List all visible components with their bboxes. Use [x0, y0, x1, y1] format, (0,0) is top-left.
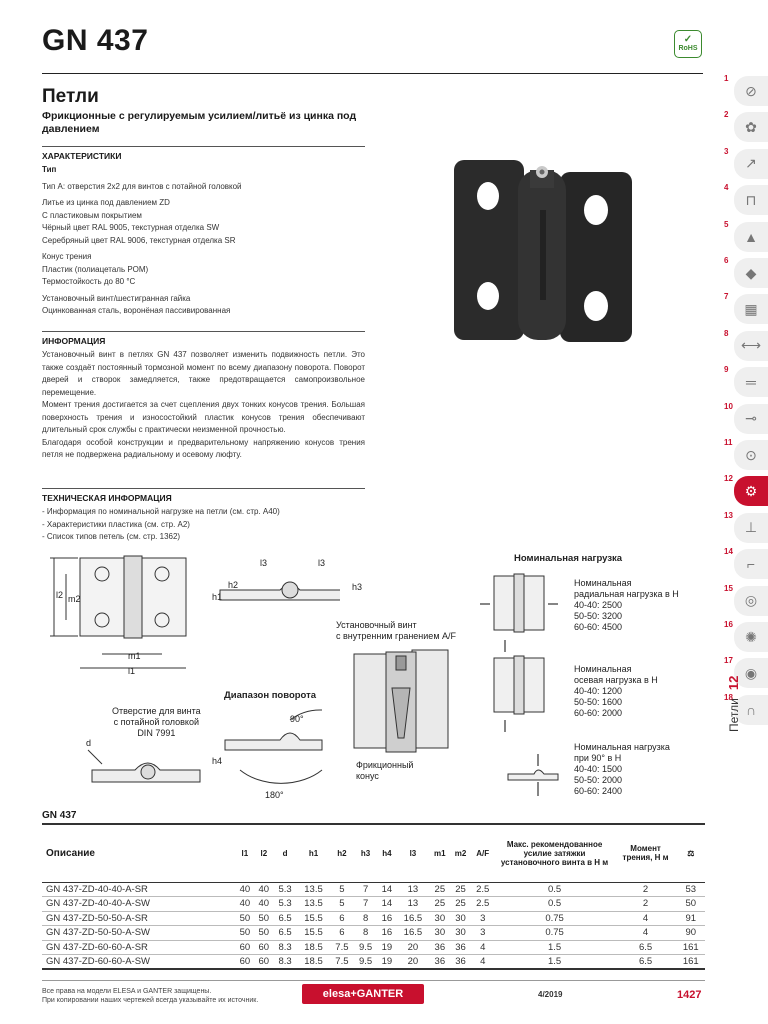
table-cell: 13.5	[297, 882, 330, 897]
category-icon: ═	[746, 374, 756, 391]
table-cell: 2	[615, 897, 677, 912]
nav-tab-number: 16	[724, 620, 733, 629]
table-title: GN 437	[42, 810, 77, 821]
product-description: Фрикционные с регулируемым усилием/литьё из цинка под давлением	[42, 110, 357, 135]
cone-line: Конус трения	[42, 252, 92, 261]
table-header-cell: h2	[330, 824, 354, 882]
category-icon: ◆	[745, 264, 757, 281]
table-cell: 5.3	[273, 882, 297, 897]
table-cell: 30	[450, 926, 471, 941]
nav-tab-9[interactable]	[712, 363, 768, 399]
nav-tab-11[interactable]	[712, 436, 768, 472]
dim-label-m2: m2	[68, 594, 81, 604]
table-cell: 18.5	[297, 955, 330, 970]
technical-heading: ТЕХНИЧЕСКАЯ ИНФОРМАЦИЯ	[42, 488, 365, 503]
table-header-cell: l2	[254, 824, 273, 882]
dim-label-l2: l2	[56, 590, 64, 600]
nav-tab-number: 12	[724, 474, 733, 484]
tech-item: - Информация по номинальной нагрузке на петли (см. стр. A40)	[42, 507, 280, 516]
table-cell: 0.75	[495, 911, 615, 926]
table-cell: 36	[429, 940, 450, 955]
nav-tab-8[interactable]	[712, 327, 768, 363]
table-cell: 4	[471, 955, 495, 970]
angle-90-label: 90°	[290, 714, 304, 724]
table-cell: 6	[330, 926, 354, 941]
nav-tab-10[interactable]	[712, 400, 768, 436]
table-cell: 1.5	[495, 940, 615, 955]
table-cell: 8	[354, 911, 378, 926]
table-cell: 13	[396, 897, 429, 912]
category-icon: ▦	[744, 300, 758, 317]
tech-item: - Характеристики пластика (см. стр. A2)	[42, 519, 190, 529]
table-cell: 60	[235, 955, 254, 970]
table-cell: 0.5	[495, 882, 615, 897]
category-icon: ⟷	[740, 337, 762, 354]
table-cell: 19	[377, 940, 396, 955]
table-cell: 2.5	[471, 882, 495, 897]
information-body	[42, 349, 365, 462]
table-cell: 3	[471, 911, 495, 926]
rohs-badge: ✓ RoHS	[674, 30, 702, 58]
radial-load-text: Номинальная радиальная нагрузка в Н 40-40: 2500 50-50: 3200 60-60: 4500	[574, 578, 679, 632]
nav-tab-13[interactable]	[712, 509, 768, 545]
table-cell: 19	[377, 955, 396, 970]
table-header-cell: m2	[450, 824, 471, 882]
table-cell: 6	[330, 911, 354, 926]
nav-tab-16[interactable]	[712, 618, 768, 654]
table-cell: GN 437-ZD-60-60-A-SR	[42, 940, 235, 955]
category-icon: ◎	[744, 592, 758, 609]
table-cell: 50	[235, 926, 254, 941]
dim-label-l3: l3	[260, 558, 268, 568]
info-paragraph: Благодаря особой конструкции и предварительному напряжению конусов трения петля не подвержена радиальному и осевому люфту.	[42, 437, 365, 459]
category-icon: ⊘	[745, 82, 757, 99]
dim-label-h2: h2	[228, 580, 239, 590]
table-cell: 30	[450, 911, 471, 926]
screw-line: Оцинкованная сталь, воронёная пассивированная	[42, 306, 231, 315]
dimension-drawings	[40, 550, 340, 800]
axial-load-text: Номинальная осевая нагрузка в Н 40-40: 1200 50-50: 1600 60-60: 2000	[574, 664, 658, 718]
type-text: Тип A: отверстия 2x2 для винтов с потайной головкой	[42, 181, 242, 191]
footer-date: 4/2019	[538, 990, 563, 999]
material-line: Чёрный цвет RAL 9005, текстурная отделка SW	[42, 223, 220, 232]
dim-label-d: d	[86, 738, 92, 748]
table-cell: 13	[396, 882, 429, 897]
table-row	[42, 940, 705, 955]
table-cell: 40	[235, 897, 254, 912]
category-icon: ✿	[745, 118, 757, 135]
table-cell: 20	[396, 940, 429, 955]
tech-item: - Список типов петель (см. стр. 1362)	[42, 532, 181, 541]
material-line: С пластиковым покрытием	[42, 210, 142, 220]
cone-line: Пластик (полиацеталь POM)	[42, 264, 149, 274]
table-cell: 1.5	[495, 955, 615, 970]
table-cell: 14	[377, 882, 396, 897]
table-header-cell: h4	[377, 824, 396, 882]
table-cell: 5.3	[273, 897, 297, 912]
table-header-cell: l3	[396, 824, 429, 882]
table-cell: 40	[254, 882, 273, 897]
table-cell: 13.5	[297, 897, 330, 912]
table-cell: 14	[377, 897, 396, 912]
nav-tab-3[interactable]	[712, 145, 768, 181]
table-row	[42, 897, 705, 912]
table-header-cell: h1	[297, 824, 330, 882]
table-cell: 161	[677, 940, 705, 955]
table-cell: GN 437-ZD-40-40-A-SW	[42, 897, 235, 912]
cone-line: Термостойкость до 80 °C	[42, 277, 136, 286]
nav-tab-number: 11	[724, 438, 733, 447]
dim-label-l1: l1	[128, 666, 136, 676]
table-cell: 2.5	[471, 897, 495, 912]
table-header-cell: d	[273, 824, 297, 882]
table-cell: 20	[396, 955, 429, 970]
category-icon: ∩	[745, 701, 757, 718]
table-cell: 7	[354, 882, 378, 897]
cone-label: Фрикционный конус	[356, 760, 414, 781]
nav-tab-5[interactable]	[712, 218, 768, 254]
section-vertical-label: Петли12	[726, 675, 741, 732]
table-cell: 60	[254, 940, 273, 955]
rotation-title: Диапазон поворота	[224, 690, 317, 701]
table-header-cell: l1	[235, 824, 254, 882]
table-cell: 9.5	[354, 940, 378, 955]
table-row	[42, 926, 705, 941]
nav-tab-6[interactable]	[712, 254, 768, 290]
table-header-cell: ⚖	[677, 824, 705, 882]
table-cell: 7	[354, 897, 378, 912]
table-row	[42, 911, 705, 926]
table-row	[42, 955, 705, 970]
nav-tab-2[interactable]	[712, 108, 768, 144]
hole-label: Отверстие для винта с потайной головкой DIN 7991	[112, 706, 201, 738]
table-cell: 16	[377, 926, 396, 941]
dim-label-h1: h1	[212, 592, 223, 602]
table-cell: GN 437-ZD-50-50-A-SR	[42, 911, 235, 926]
category-icon: ⚙	[744, 482, 758, 499]
table-cell: 8	[354, 926, 378, 941]
category-icon: ⊸	[745, 410, 757, 427]
type-label: Тип	[42, 165, 57, 174]
table-header-cell: A/F	[471, 824, 495, 882]
footer-copyright: Все права на модели ELESA и GANTER защищены. При копировании наших чертежей всегда указывайте их источник.	[42, 988, 259, 1004]
table-cell: 50	[235, 911, 254, 926]
product-code: GN 437	[42, 24, 149, 57]
angle-180-label: 180°	[265, 790, 284, 800]
table-cell: 6.5	[615, 940, 677, 955]
table-cell: 25	[450, 882, 471, 897]
table-cell: 2	[615, 882, 677, 897]
category-icon: ✺	[745, 628, 757, 645]
table-cell: 25	[429, 897, 450, 912]
table-cell: 9.5	[354, 955, 378, 970]
hinge-photo	[440, 150, 640, 360]
table-cell: 4	[471, 940, 495, 955]
load-drawings	[478, 570, 568, 800]
table-cell: 25	[429, 882, 450, 897]
characteristics-heading: ХАРАКТЕРИСТИКИ	[42, 146, 365, 161]
table-cell: 90	[677, 926, 705, 941]
nav-tab-number: 6	[724, 256, 729, 265]
dim-label-m1: m1	[128, 651, 141, 661]
nav-tab-number: 15	[724, 583, 733, 593]
info-paragraph: Установочный винт в петлях GN 437 позволяет изменить подвижность петли. Это также создаёт постоянный тормозной момент по всему диапазону поворота. Поворот дверей и створок замедляется, также предотвращается самопроизвольное перемещение.	[42, 350, 365, 397]
category-icon: ⊥	[744, 519, 758, 536]
table-cell: 15.5	[297, 926, 330, 941]
table-cell: GN 437-ZD-60-60-A-SW	[42, 955, 235, 970]
table-cell: 3	[471, 926, 495, 941]
table-cell: 0.75	[495, 926, 615, 941]
nav-tab-12[interactable]	[712, 472, 768, 508]
dim-label-l3b: l3	[318, 558, 326, 568]
dim-label-h4: h4	[212, 756, 223, 766]
table-cell: 18.5	[297, 940, 330, 955]
technical-body	[42, 506, 365, 544]
table-cell: 60	[254, 955, 273, 970]
table-cell: 50	[677, 897, 705, 912]
table-cell: 16.5	[396, 926, 429, 941]
table-cell: 16.5	[396, 911, 429, 926]
characteristics-body	[42, 164, 365, 318]
table-cell: 40	[235, 882, 254, 897]
table-cell: 30	[429, 926, 450, 941]
table-header-cell: h3	[354, 824, 378, 882]
category-icon: ⌐	[746, 556, 756, 573]
table-cell: 161	[677, 955, 705, 970]
table-cell: 4	[615, 911, 677, 926]
table-cell: 6.5	[615, 955, 677, 970]
nominal-load-title: Номинальная нагрузка	[514, 553, 623, 564]
table-cell: 36	[450, 940, 471, 955]
table-cell: 8.3	[273, 955, 297, 970]
nav-tab-number: 18	[724, 692, 733, 702]
table-header-cell: Момент трения, Н м	[615, 824, 677, 882]
category-icon: ◉	[744, 664, 758, 681]
footer-divider	[42, 980, 705, 981]
nav-tab-number: 5	[724, 219, 729, 229]
dim-label-h3: h3	[352, 582, 363, 592]
nav-tab-7[interactable]	[712, 290, 768, 326]
table-cell: 25	[450, 897, 471, 912]
table-cell: 36	[450, 955, 471, 970]
information-heading: ИНФОРМАЦИЯ	[42, 331, 365, 346]
nav-tab-number: 8	[724, 328, 729, 338]
spec-table	[42, 823, 705, 970]
category-icon: ↗	[745, 155, 757, 172]
table-cell: 36	[429, 955, 450, 970]
check-icon: ✓	[683, 33, 693, 45]
nav-tab-4[interactable]	[712, 181, 768, 217]
table-cell: 8.3	[273, 940, 297, 955]
table-header-cell: Описание	[42, 824, 235, 882]
table-cell: GN 437-ZD-40-40-A-SR	[42, 882, 235, 897]
table-cell: 5	[330, 882, 354, 897]
table-cell: 6.5	[273, 926, 297, 941]
nav-tab-1[interactable]	[712, 72, 768, 108]
category-icon: ⊓	[745, 191, 757, 208]
table-cell: 30	[429, 911, 450, 926]
table-cell: 4	[615, 926, 677, 941]
nav-tab-number: 10	[724, 401, 733, 411]
nav-tab-number: 14	[724, 547, 733, 557]
table-header-cell: Макс. рекомендованное усилие затяжки установочного винта в Н м	[495, 824, 615, 882]
nav-tab-14[interactable]	[712, 545, 768, 581]
material-line: Литье из цинка под давлением ZD	[42, 198, 170, 207]
section-drawing	[352, 648, 452, 758]
nav-tab-number: 7	[724, 292, 729, 302]
nav-tab-number: 3	[724, 146, 729, 156]
page-number: 1427	[677, 989, 702, 1001]
screw-line: Установочный винт/шестигранная гайка	[42, 293, 191, 303]
category-icon: ▲	[744, 228, 758, 245]
nav-tab-number: 1	[724, 74, 729, 83]
nav-tab-number: 13	[724, 510, 733, 520]
table-cell: 5	[330, 897, 354, 912]
table-cell: 0.5	[495, 897, 615, 912]
table-cell: 50	[254, 926, 273, 941]
table-cell: 50	[254, 911, 273, 926]
load-90-text: Номинальная нагрузка при 90° в Н 40-40: 1500 50-50: 2000 60-60: 2400	[574, 742, 670, 796]
table-cell: 15.5	[297, 911, 330, 926]
material-line: Серебряный цвет RAL 9006, текстурная отделка SR	[42, 235, 236, 245]
info-paragraph: Момент трения достигается за счет сцепления двух тонких конусов трения. Большая поверхность трения и износостойкий пластик конусов трения обеспечивают длительный срок службы с практически неизменной прочностью.	[42, 400, 365, 434]
page-title: Петли	[42, 86, 99, 107]
table-cell: 40	[254, 897, 273, 912]
table-cell: 91	[677, 911, 705, 926]
nav-tab-number: 2	[724, 110, 729, 120]
nav-tab-number: 9	[724, 365, 729, 375]
nav-tab-15[interactable]	[712, 582, 768, 618]
table-cell: 53	[677, 882, 705, 897]
table-cell: 7.5	[330, 955, 354, 970]
table-cell: 7.5	[330, 940, 354, 955]
table-cell: 60	[235, 940, 254, 955]
table-cell: GN 437-ZD-50-50-A-SW	[42, 926, 235, 941]
table-cell: 16	[377, 911, 396, 926]
table-row	[42, 882, 705, 897]
category-icon: ⊙	[745, 446, 757, 463]
table-header-cell: m1	[429, 824, 450, 882]
nav-tab-number: 4	[724, 183, 729, 193]
elesa-ganter-logo: elesa+GANTER	[302, 984, 424, 1004]
table-cell: 6.5	[273, 911, 297, 926]
header-divider	[42, 73, 703, 74]
set-screw-label: Установочный винт с внутренним гранением A/F	[336, 620, 457, 641]
nav-tab-number: 17	[724, 656, 733, 666]
